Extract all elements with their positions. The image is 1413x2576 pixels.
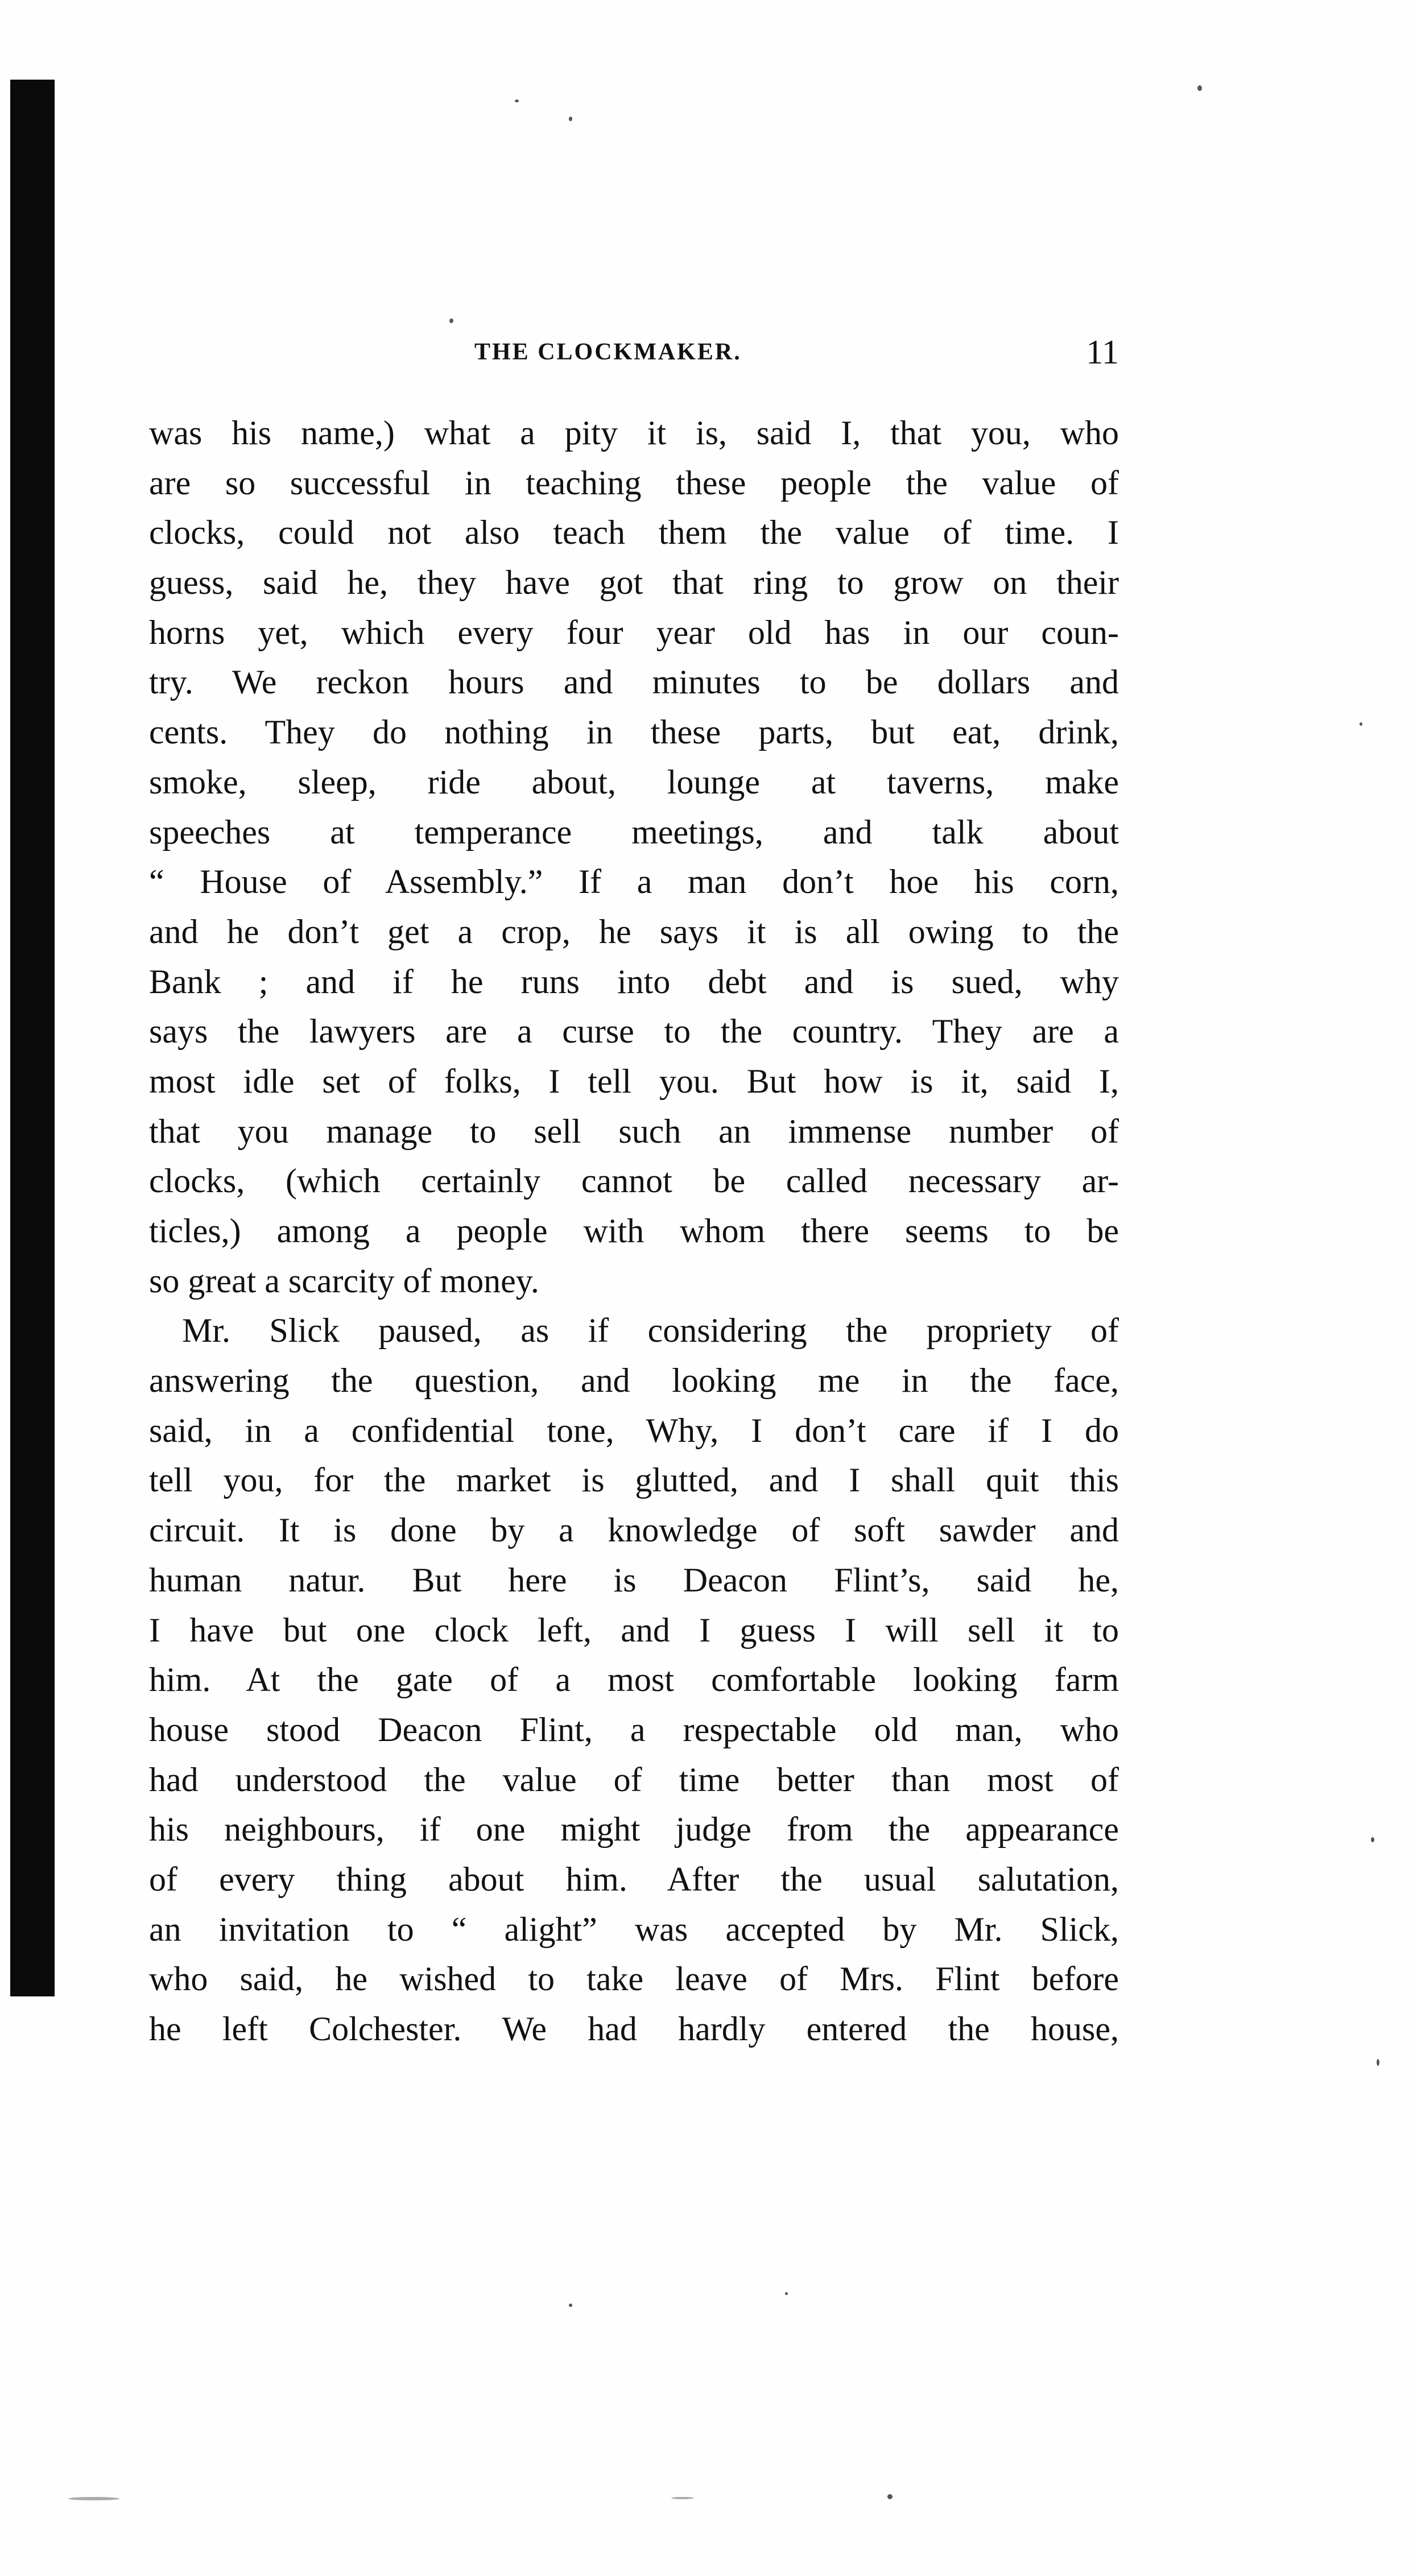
- text-line: Bank ; and if he runs into debt and is sued, why: [149, 962, 1119, 1000]
- text-line: answering the question, and looking me in the face,: [149, 1362, 1119, 1400]
- running-title: THE CLOCKMAKER.: [474, 339, 742, 365]
- text-line: of every thing about him. After the usual salutation,: [149, 1860, 1119, 1898]
- text-line: his neighbours, if one might judge from the appearance: [149, 1810, 1119, 1849]
- paragraph-end-line: so great a scarcity of money.: [149, 1262, 539, 1300]
- scan-speck: [515, 100, 519, 102]
- scan-speck: [785, 2292, 788, 2295]
- scan-speck: [671, 2497, 694, 2499]
- scan-speck: [569, 117, 572, 121]
- text-line: house stood Deacon Flint, a respectable old man, who: [149, 1710, 1119, 1748]
- text-line: try. We reckon hours and minutes to be dollars and: [149, 663, 1119, 701]
- scan-speck: [1197, 85, 1202, 91]
- scan-speck: [1377, 2059, 1379, 2066]
- text-line: he left Colchester. We had hardly entered the house,: [149, 2010, 1119, 2048]
- text-line: had understood the value of time better than most of: [149, 1760, 1119, 1798]
- scan-speck: [887, 2494, 893, 2499]
- page-number: 11: [1086, 333, 1119, 371]
- text-line: him. At the gate of a most comfortable looking farm: [149, 1661, 1119, 1699]
- scan-speck: [68, 2497, 119, 2500]
- text-line: an invitation to “ alight” was accepted by Mr. Slick,: [149, 1910, 1119, 1948]
- text-line: clocks, (which certainly cannot be called necessary ar-: [149, 1162, 1119, 1200]
- scan-speck: [449, 319, 453, 323]
- text-line: guess, said he, they have got that ring to grow on their: [149, 564, 1119, 602]
- scan-speck: [1371, 1837, 1374, 1842]
- text-line: ticles,) among a people with whom there seems to be: [149, 1212, 1119, 1250]
- body-text: [149, 408, 1119, 2054]
- paragraph-start-line: Mr. Slick paused, as if considering the propriety of: [182, 1312, 1119, 1350]
- text-line: who said, he wished to take leave of Mrs. Flint before: [149, 1960, 1119, 1998]
- scan-speck: [569, 2304, 572, 2307]
- text-line: and he don’t get a crop, he says it is all owing to the: [149, 912, 1119, 950]
- text-line: most idle set of folks, I tell you. But how is it, said I,: [149, 1062, 1119, 1100]
- scan-speck: [1360, 722, 1362, 726]
- running-header: [149, 333, 1119, 373]
- text-line: human natur. But here is Deacon Flint’s, said he,: [149, 1561, 1119, 1599]
- binding-shadow: [10, 80, 55, 1996]
- text-line: horns yet, which every four year old has in our coun-: [149, 613, 1119, 651]
- text-line: tell you, for the market is glutted, and I shall quit this: [149, 1461, 1119, 1499]
- text-line: circuit. It is done by a knowledge of soft sawder and: [149, 1511, 1119, 1549]
- text-line: cents. They do nothing in these parts, but eat, drink,: [149, 713, 1119, 751]
- text-line: said, in a confidential tone, Why, I don’t care if I do: [149, 1411, 1119, 1449]
- text-line: “ House of Assembly.” If a man don’t hoe his corn,: [149, 863, 1119, 901]
- text-line: smoke, sleep, ride about, lounge at taverns, make: [149, 763, 1119, 801]
- text-line: I have but one clock left, and I guess I will sell it to: [149, 1611, 1119, 1649]
- text-line: clocks, could not also teach them the value of time. I: [149, 514, 1119, 552]
- text-line: that you manage to sell such an immense number of: [149, 1112, 1119, 1150]
- text-line: was his name,) what a pity it is, said I, that you, who: [149, 414, 1119, 452]
- text-line: are so successful in teaching these people the value of: [149, 464, 1119, 502]
- text-line: speeches at temperance meetings, and talk about: [149, 813, 1119, 851]
- text-line: says the lawyers are a curse to the country. They are a: [149, 1012, 1119, 1051]
